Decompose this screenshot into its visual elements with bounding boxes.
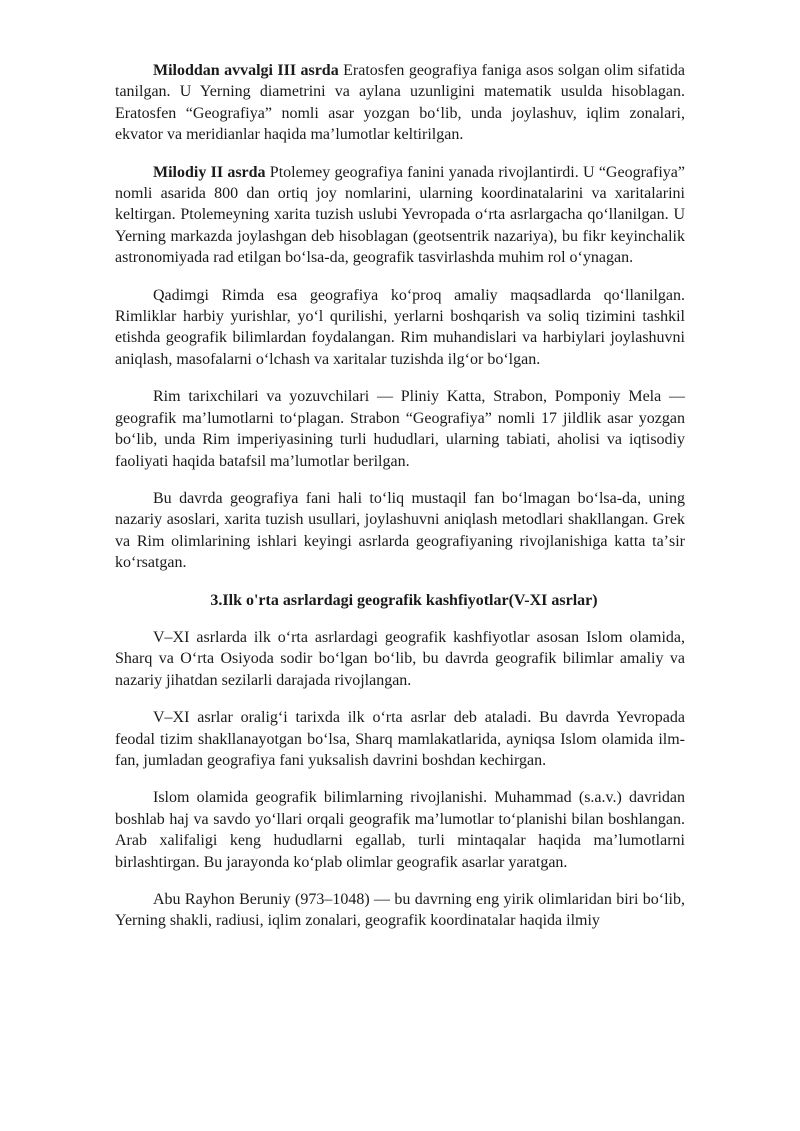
paragraph-roman-historians: Rim tarixchilari va yozuvchilari — Pliniy Katta, Strabon, Pomponiy Mela — geografik maʼlumotlarni toʻplagan. Strabon “Geografiya” nomli 17 jildlik asar yozgan boʻlib, unda Rim imperiyasining turli hududlari, ularning tabiati, aholisi va iqtisodiy faoliyati haqida batafsil maʼlumotlar berilgan.	[115, 388, 685, 470]
paragraph-ancient-rome: Qadimgi Rimda esa geografiya koʻproq amaliy maqsadlarda qoʻllanilgan. Rimliklar harbiy yurishlar, yoʻl qurilishi, yerlarni boshqarish va soliq tizimini tashkil etishda geografik bilimlardan foydalangan. Rim muhandislari va harbiylari joylashuvni aniqlash, masofalarni oʻlchash va xaritalar tuzishda ilgʻor boʻlgan.	[115, 286, 685, 368]
paragraph-biruni: Abu Rayhon Beruniy (973–1048) — bu davrning eng yirik olimlaridan biri boʻlib, Yerning shakli, radiusi, iqlim zonalari, geografik koordinatalar haqida ilmiy	[115, 891, 685, 930]
paragraph-islamic-world: Islom olamida geografik bilimlarning rivojlanishi. Muhammad (s.a.v.) davridan boshlab haj va savdo yoʻllari orqali geografik maʼlumotlar toʻplanishi bilan boshlangan. Arab xalifaligi keng hududlarni egallab, turli mintaqalar haqida maʼlumotlarni birlashtirgan. Bu jarayonda koʻplab olimlar geografik asarlar yaratgan.	[115, 789, 685, 871]
paragraph-text: Ptolemey geografiya fanini yanada rivojlantirdi. U “Geografiya” nomli asarida 800 dan ortiq joy nomlarini, ularning koordinatalarini va xaritalarini keltirgan. Ptolemeyning xarita tuzish uslubi Yevropada oʻrta asrlargacha qoʻllanilgan. U Yerning markazda joylashgan deb hisoblagan (geotsentrik nazariya), bu fikr keyinchalik astronomiyada rad etilgan boʻlsa-da, geografik tasvirlashda muhim rol oʻynagan.	[115, 163, 685, 267]
paragraph-lead: Milodiy II asrda	[153, 163, 266, 181]
paragraph-early-middle-ages: V–XI asrlarda ilk oʻrta asrlardagi geografik kashfiyotlar asosan Islom olamida, Sharq va Oʻrta Osiyoda sodir boʻlgan boʻlib, bu davrda geografik bilimlar amaliy va nazariy jihatdan sezilarli darajada rivojlangan.	[115, 628, 685, 689]
paragraph-period-summary: Bu davrda geografiya fani hali toʻliq mustaqil fan boʻlmagan boʻlsa-da, uning nazariy asoslari, xarita tuzish usullari, joylashuvni aniqlash metodlari shakllangan. Grek va Rim olimlarining ishlari keyingi asrlarda geografiyaning rivojlanishiga katta taʼsir koʻrsatgan.	[115, 489, 685, 572]
paragraph-period-definition: V–XI asrlar oraligʻi tarixda ilk oʻrta asrlar deb ataladi. Bu davrda Yevropada feodal tizim shakllanayotgan boʻlsa, Sharq mamlakatlarida, ayniqsa Islom olamida ilm-fan, jumladan geografiya fani yuksalish davrini boshdan kechirgan.	[115, 709, 685, 769]
paragraph-eratosthenes	[115, 60, 685, 146]
paragraph-lead: Miloddan avvalgi III asrda	[153, 62, 339, 79]
section-heading: 3.Ilk o'rta asrlardagi geografik kashfiyotlar(V-XI asrlar)	[210, 591, 598, 609]
paragraph-ptolemy	[115, 162, 685, 269]
document-body	[115, 60, 685, 948]
paragraph-text: Eratosfen geografiya faniga asos solgan olim sifatida tanilgan. U Yerning diametrini va aylana uzunligini matematik usulda hisoblagan. Eratosfen “Geografiya” nomli asar yozgan boʻlib, unda joylashuv, iqlim zonalari, ekvator va meridianlar haqida maʼlumotlar keltirilgan.	[115, 62, 685, 144]
